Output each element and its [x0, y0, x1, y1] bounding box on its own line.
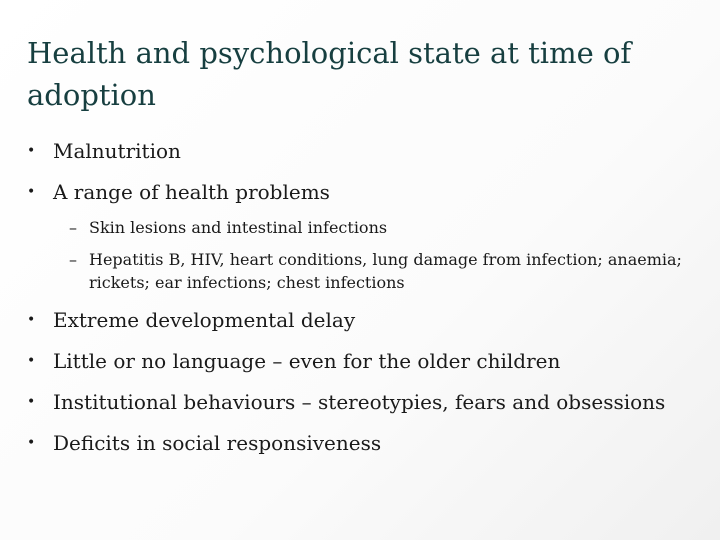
bullet-text: Little or no language – even for the older children	[53, 349, 561, 373]
bullet-item	[27, 306, 697, 334]
bullet-item	[27, 429, 697, 457]
sub-bullet-text: Hepatitis B, HIV, heart conditions, lung damage from infection; anaemia; rickets; ear infections; chest infections	[89, 250, 682, 292]
sub-bullet-marker: –	[69, 250, 77, 269]
bullet-item	[27, 347, 697, 375]
slide-title: Health and psychological state at time of adoption	[27, 36, 632, 112]
bullet-item	[27, 137, 697, 165]
bullet-marker: •	[27, 353, 36, 369]
bullet-marker: •	[27, 184, 36, 200]
sub-bullet-item	[27, 216, 697, 239]
bullet-marker: •	[27, 143, 36, 159]
bullet-text: Malnutrition	[53, 139, 181, 163]
sub-bullet-marker: –	[69, 218, 77, 237]
bullet-text: Extreme developmental delay	[53, 308, 356, 332]
bullet-marker: •	[27, 435, 36, 451]
bullet-item	[27, 388, 697, 416]
bullet-text: A range of health problems	[53, 180, 330, 204]
bullet-item	[27, 178, 697, 206]
bullet-marker: •	[27, 394, 36, 410]
bullet-list	[27, 137, 697, 470]
bullet-text: Institutional behaviours – stereotypies, fears and obsessions	[53, 390, 666, 414]
sub-bullet-item	[27, 248, 697, 294]
bullet-text: Deficits in social responsiveness	[53, 431, 382, 455]
bullet-marker: •	[27, 312, 36, 328]
sub-bullet-text: Skin lesions and intestinal infections	[89, 218, 388, 237]
